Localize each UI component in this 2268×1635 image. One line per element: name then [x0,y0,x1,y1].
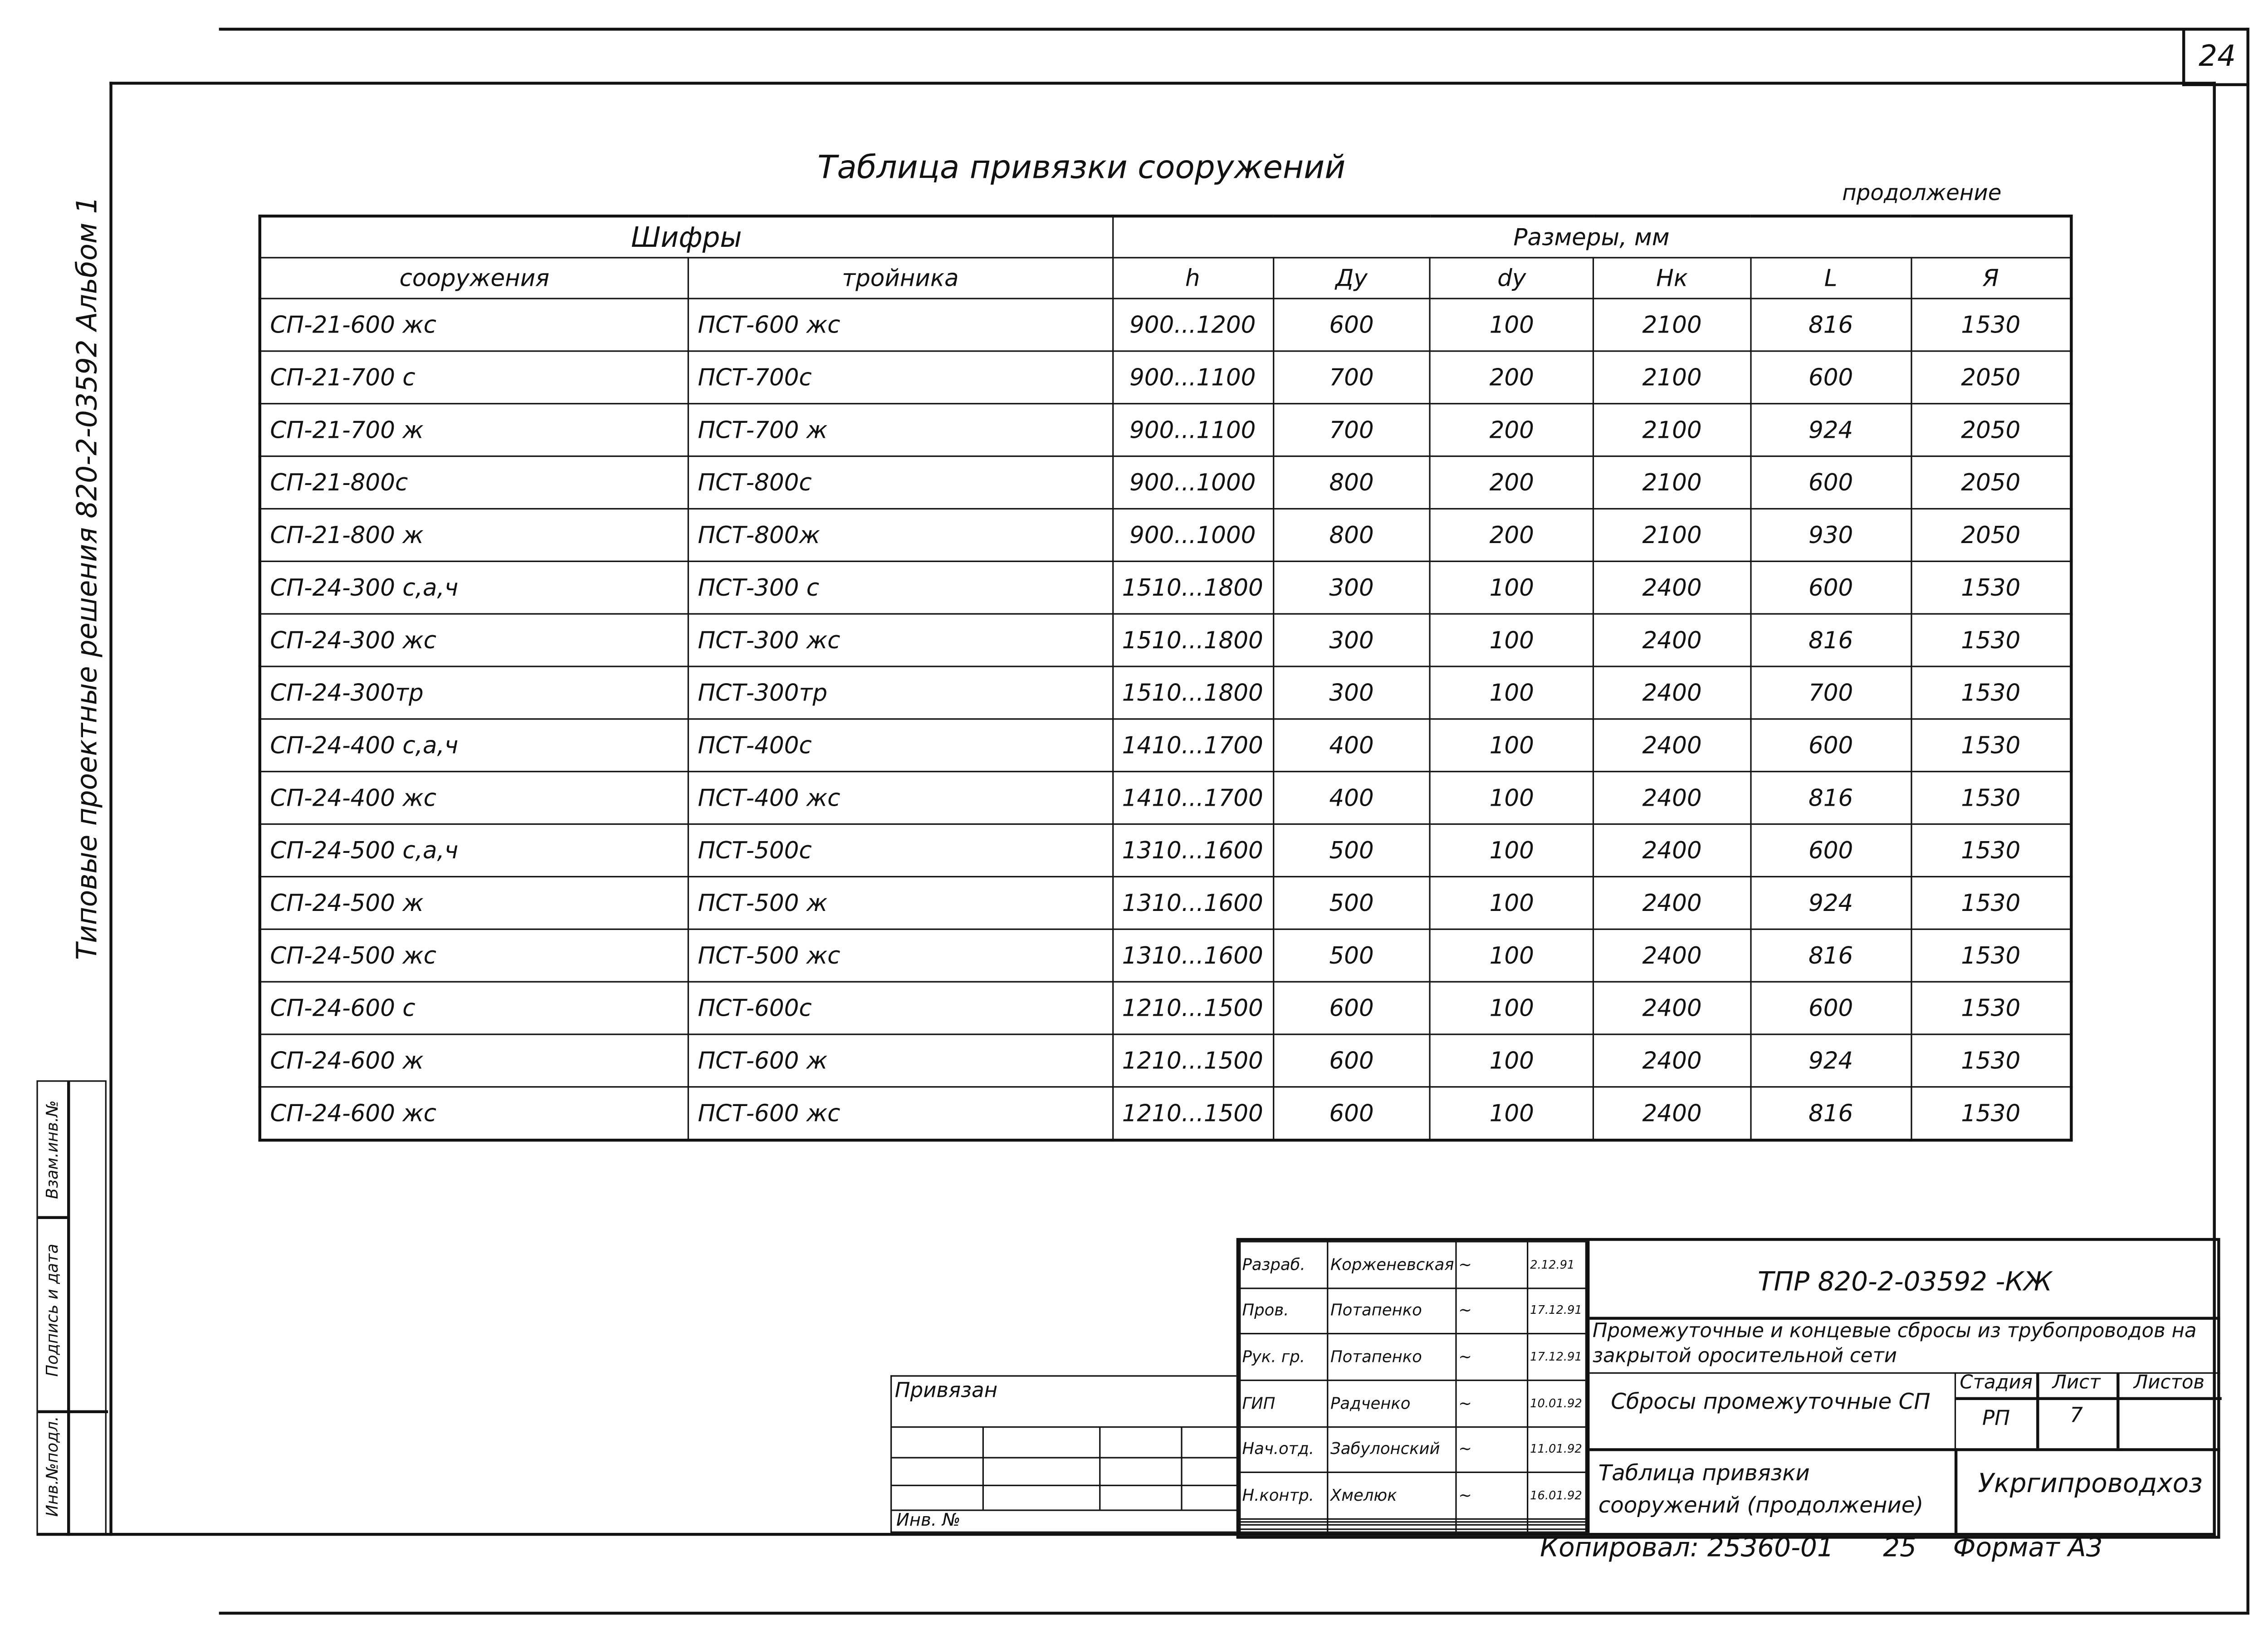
organization: Укргипроводхоз [1978,1469,2203,1499]
table-cell: ПСТ-600 ж [688,1034,1112,1087]
inv-label: Инв. № [896,1509,961,1530]
table-cell: 2400 [1593,772,1751,824]
signer-role: Нач.отд. [1240,1426,1329,1473]
paper-format: Формат А3 [1953,1532,2103,1564]
table-cell: СП-24-300тр [260,666,689,719]
table-cell: 1210...1500 [1112,982,1273,1034]
table-cell: 1210...1500 [1112,1087,1273,1140]
signer-role: Пров. [1240,1288,1329,1334]
table-cell: СП-24-300 с,а,ч [260,561,689,614]
table-cell: 600 [1273,1034,1430,1087]
signer-row [1240,1380,1586,1427]
table-cell: 816 [1751,929,1911,982]
table-cell: 1310...1600 [1112,929,1273,982]
table-cell: 200 [1430,404,1593,456]
table-cell: 100 [1430,1034,1593,1087]
column-header: тройника [688,258,1112,299]
empty-cell [1528,1519,1586,1522]
sheet-number: 24 [2182,29,2249,86]
signer-date: 10.01.92 [1528,1380,1586,1427]
table-cell: 100 [1430,614,1593,666]
object-name: Сбросы промежуточные СП [1611,1388,1931,1415]
table-cell: 2400 [1593,666,1751,719]
table-cell: 200 [1430,456,1593,509]
signer-role: Разраб. [1240,1242,1329,1288]
table-cell: 816 [1751,614,1911,666]
stage-label: Стадия [1960,1372,2033,1395]
table-row [260,614,2072,666]
header-sizes: Размеры, мм [1112,216,2071,258]
group-header-row [260,216,2072,258]
table-cell: СП-21-800с [260,456,689,509]
table-cell: 2400 [1593,876,1751,929]
empty-cell [1240,1526,1329,1529]
empty-cell [1240,1522,1329,1525]
table-cell: 1530 [1911,561,2072,614]
table-cell: 900...1200 [1112,299,1273,351]
binding-table [259,215,2073,1141]
table-row [260,719,2072,772]
signer-name: Радченко [1328,1380,1456,1427]
table-row [260,404,2072,456]
empty-cell [1328,1526,1456,1529]
table-row [260,876,2072,929]
table-title: Таблица привязки сооружений [817,150,1346,187]
top-line [219,28,2248,30]
table-cell: 600 [1751,982,1911,1034]
table-cell: 2100 [1593,456,1751,509]
signer-row [1240,1473,1586,1519]
table-cell: ПСТ-300тр [688,666,1112,719]
bound-label: Привязан [894,1380,998,1403]
table-cell: 1210...1500 [1112,1034,1273,1087]
table-row [260,561,2072,614]
table-row [260,456,2072,509]
table-cell: 600 [1273,299,1430,351]
table-cell: 200 [1430,351,1593,404]
stamp-signature-label: Подпись и дата [43,1243,62,1377]
table-cell: 1530 [1911,666,2072,719]
column-header: dy [1430,258,1593,299]
frame-left [109,82,112,1536]
table-cell: 500 [1273,876,1430,929]
left-stamp [36,1080,106,1534]
side-title: Типовые проектные решения 820-2-03592 Альбом 1 [71,196,104,960]
table-cell: 100 [1430,719,1593,772]
table-cell: 100 [1430,299,1593,351]
sheets-label: Листов [2133,1372,2205,1395]
table-cell: 300 [1273,666,1430,719]
signer-date: 11.01.92 [1528,1426,1586,1473]
bottom-line [219,1612,2249,1615]
signer-date: 16.01.92 [1528,1473,1586,1519]
table-cell: 600 [1751,351,1911,404]
table-cell: ПСТ-500 ж [688,876,1112,929]
table-cell: СП-21-700 ж [260,404,689,456]
table-cell: 400 [1273,772,1430,824]
table-row [260,509,2072,561]
signer-row [1240,1526,1586,1529]
table-cell: ПСТ-700с [688,351,1112,404]
signer-row [1240,1334,1586,1380]
table-cell: ПСТ-600с [688,982,1112,1034]
table-cell: 800 [1273,509,1430,561]
column-header: L [1751,258,1911,299]
table-cell: 1530 [1911,772,2072,824]
signature: ~ [1456,1242,1528,1288]
table-cell: ПСТ-500с [688,824,1112,877]
signature: ~ [1456,1288,1528,1334]
table-cell: 100 [1430,876,1593,929]
stage-grid [1955,1372,2222,1448]
table-cell: 600 [1751,561,1911,614]
table-cell: 100 [1430,929,1593,982]
column-header: сооружения [260,258,689,299]
table-cell: ПСТ-600 жс [688,1087,1112,1140]
table-cell: СП-21-800 ж [260,509,689,561]
drawing-name: Таблица привязки сооружений (продолжение) [1598,1460,1924,1518]
continuation-label: продолжение [1842,179,2002,206]
empty-cell [1328,1519,1456,1522]
table-cell: СП-21-700 с [260,351,689,404]
table-cell: 200 [1430,509,1593,561]
empty-cell [1528,1522,1586,1525]
frame-top [109,82,2216,84]
table-cell: 1530 [1911,299,2072,351]
header-codes: Шифры [260,216,1112,258]
table-row [260,1034,2072,1087]
table-cell: 900...1100 [1112,404,1273,456]
empty-cell [1528,1529,1586,1532]
column-header: Ду [1273,258,1430,299]
table-row [260,824,2072,877]
table-cell: 1310...1600 [1112,876,1273,929]
table-row [260,666,2072,719]
table-row [260,351,2072,404]
signer-row [1240,1288,1586,1334]
signer-role: Н.контр. [1240,1473,1329,1519]
copy-number: 25 [1883,1532,1916,1564]
table-cell: 2100 [1593,509,1751,561]
table-cell: 100 [1430,982,1593,1034]
table-cell: 2400 [1593,719,1751,772]
signature: ~ [1456,1473,1528,1519]
table-cell: СП-24-400 с,а,ч [260,719,689,772]
table-cell: 300 [1273,561,1430,614]
table-cell: 700 [1751,666,1911,719]
signer-name: Потапенко [1328,1334,1456,1380]
table-cell: ПСТ-800с [688,456,1112,509]
table-cell: СП-21-600 жс [260,299,689,351]
table-cell: 1530 [1911,982,2072,1034]
table-row [260,299,2072,351]
table-cell: СП-24-600 ж [260,1034,689,1087]
signer-row [1240,1522,1586,1525]
signature: ~ [1456,1380,1528,1427]
table-cell: СП-24-400 жс [260,772,689,824]
table-cell: ПСТ-800ж [688,509,1112,561]
table-cell: 924 [1751,404,1911,456]
table-cell: 600 [1273,1087,1430,1140]
table-cell: 2050 [1911,509,2072,561]
table-cell: 1310...1600 [1112,824,1273,877]
table-row [260,982,2072,1034]
empty-cell [1456,1529,1528,1532]
table-cell: ПСТ-400с [688,719,1112,772]
table-cell: 1510...1800 [1112,666,1273,719]
document-code: ТПР 820-2-03592 -КЖ [1589,1241,2220,1320]
table-cell: 1530 [1911,719,2072,772]
table-cell: 2050 [1911,456,2072,509]
signer-name: Забулонский [1328,1426,1456,1473]
signer-role: ГИП [1240,1380,1329,1427]
table-cell: 500 [1273,929,1430,982]
signer-row [1240,1529,1586,1532]
table-cell: 2400 [1593,1034,1751,1087]
table-cell: 816 [1751,772,1911,824]
empty-cell [1456,1526,1528,1529]
table-cell: 100 [1430,824,1593,877]
table-cell: 100 [1430,772,1593,824]
table-cell: 1530 [1911,876,2072,929]
table-cell: СП-24-600 жс [260,1087,689,1140]
table-cell: ПСТ-500 жс [688,929,1112,982]
table-cell: 2400 [1593,614,1751,666]
table-cell: 900...1000 [1112,456,1273,509]
title-block [1237,1238,2220,1539]
signer-row [1240,1426,1586,1473]
copied-by: Копировал: 25360-01 [1540,1532,1834,1564]
outer-right-line [2247,28,2249,1612]
table-cell: 2050 [1911,351,2072,404]
column-header-row [260,258,2072,299]
table-cell: ПСТ-300 с [688,561,1112,614]
table-cell: СП-24-500 ж [260,876,689,929]
table-cell: 600 [1751,719,1911,772]
sheet-value: 7 [2070,1404,2083,1428]
table-cell: 816 [1751,299,1911,351]
signer-name: Корженевская [1328,1242,1456,1288]
signers-grid [1239,1241,1587,1533]
table-cell: 100 [1430,666,1593,719]
sheet-label: Лист [2052,1372,2101,1395]
table-row [260,1087,2072,1140]
empty-cell [1240,1529,1329,1532]
table-cell: СП-24-500 жс [260,929,689,982]
table-cell: ПСТ-400 жс [688,772,1112,824]
signer-date: 17.12.91 [1528,1334,1586,1380]
table-cell: 1530 [1911,824,2072,877]
table-cell: 1510...1800 [1112,614,1273,666]
table-cell: 100 [1430,1087,1593,1140]
table-cell: 900...1000 [1112,509,1273,561]
table-cell: ПСТ-300 жс [688,614,1112,666]
table-cell: 2400 [1593,824,1751,877]
table-cell: 1410...1700 [1112,772,1273,824]
table-cell: 930 [1751,509,1911,561]
signature: ~ [1456,1426,1528,1473]
table-cell: 600 [1273,982,1430,1034]
signer-name: Хмелюк [1328,1473,1456,1519]
table-cell: ПСТ-600 жс [688,299,1112,351]
signer-row [1240,1242,1586,1288]
binding-block [890,1375,1237,1533]
table-cell: 1410...1700 [1112,719,1273,772]
table-cell: 1530 [1911,929,2072,982]
table-cell: 924 [1751,1034,1911,1087]
stamp-replace-label: Взам.инв.№ [43,1100,62,1199]
table-cell: 2100 [1593,299,1751,351]
empty-cell [1328,1522,1456,1525]
empty-cell [1456,1519,1528,1522]
table-cell: 600 [1751,456,1911,509]
table-cell: 800 [1273,456,1430,509]
signer-role: Рук. гр. [1240,1334,1329,1380]
signature: ~ [1456,1334,1528,1380]
table-cell: СП-24-600 с [260,982,689,1034]
table-cell: 924 [1751,876,1911,929]
table-cell: 1530 [1911,1087,2072,1140]
table-cell: СП-24-300 жс [260,614,689,666]
table-cell: ПСТ-700 ж [688,404,1112,456]
table-cell: 816 [1751,1087,1911,1140]
table-cell: 700 [1273,404,1430,456]
signer-row [1240,1519,1586,1522]
column-header: Я [1911,258,2072,299]
empty-cell [1240,1519,1329,1522]
table-cell: 600 [1751,824,1911,877]
table-cell: 2100 [1593,404,1751,456]
table-cell: 2400 [1593,1087,1751,1140]
table-row [260,929,2072,982]
signer-name: Потапенко [1328,1288,1456,1334]
column-header: h [1112,258,1273,299]
column-header: Нк [1593,258,1751,299]
table-cell: 2050 [1911,404,2072,456]
signer-date: 17.12.91 [1528,1288,1586,1334]
table-cell: 300 [1273,614,1430,666]
table-cell: СП-24-500 с,а,ч [260,824,689,877]
project-name: Промежуточные и концевые сбросы из трубопроводов на закрытой оросительной сети [1592,1320,2197,1368]
table-cell: 700 [1273,351,1430,404]
table-row [260,772,2072,824]
table-cell: 2400 [1593,929,1751,982]
signer-date: 2.12.91 [1528,1242,1586,1288]
title-right [1587,1241,2220,1533]
table-cell: 2400 [1593,982,1751,1034]
stage-value: РП [1982,1407,2010,1431]
table-cell: 500 [1273,824,1430,877]
empty-cell [1456,1522,1528,1525]
table-cell: 100 [1430,561,1593,614]
table-cell: 900...1100 [1112,351,1273,404]
table-cell: 400 [1273,719,1430,772]
table-cell: 1510...1800 [1112,561,1273,614]
empty-cell [1328,1529,1456,1532]
empty-cell [1528,1526,1586,1529]
table-cell: 1530 [1911,1034,2072,1087]
table-cell: 1530 [1911,614,2072,666]
stamp-inv-label: Инв.№подл. [43,1416,62,1517]
table-cell: 2400 [1593,561,1751,614]
table-cell: 2100 [1593,351,1751,404]
